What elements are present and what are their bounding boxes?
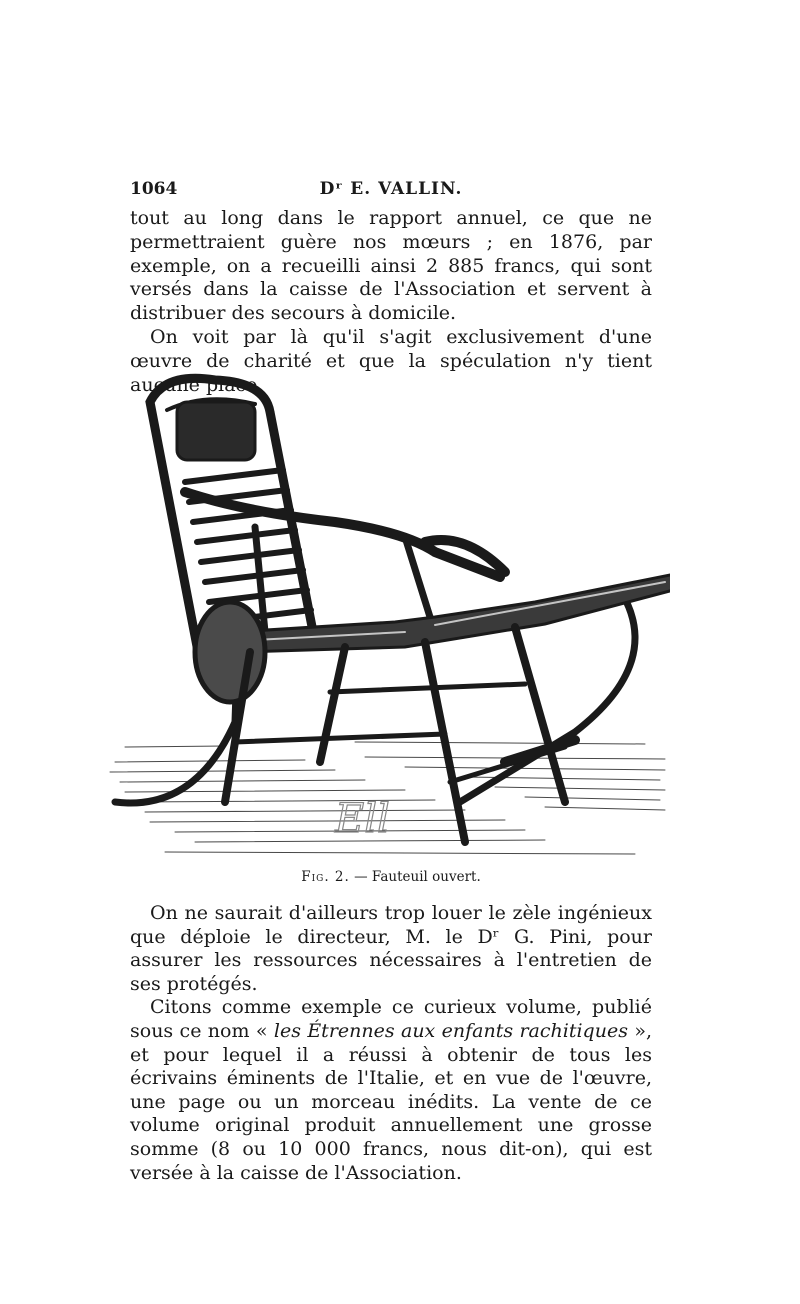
caption-text: Fauteuil ouvert. <box>371 869 481 885</box>
book-title: les Étrennes aux enfants rachitiques <box>273 1019 628 1042</box>
paragraph-continued: tout au long dans le rapport annuel, ce que ne permettraient guère nos mœurs ; en 1876, par exemple, on a recueilli ainsi 2 885 francs, qui sont versés dans la caisse de l'Association et servent à distribuer des secours à domicile. <box>130 207 652 325</box>
figure-label: Fig. 2. <box>301 869 350 885</box>
volume-text-start: Citons comme exemple ce curieux volume, publié sous ce nom « <box>130 996 652 1042</box>
paragraph-charity: On voit par là qu'il s'agit exclusivement d'une œuvre de charité et que la spéculation n'y tient aucune place. <box>130 325 652 396</box>
header-title: Dʳ E. VALLIN. <box>319 179 463 199</box>
chair-engraving <box>105 362 670 860</box>
paragraph-volume <box>130 996 652 1185</box>
running-head <box>130 179 652 205</box>
volume-text-end: », et pour lequel il a réussi à obtenir de tous les écrivains éminents de l'Italie, et en vue de l'œuvre, une page ou un morceau inédits. La vente de ce volume original produit annuellement une grosse somme (8 ou 10 000 francs, nous dit-on), qui est versée à la caisse de l'Association. <box>130 1019 652 1184</box>
body-text-bottom <box>130 902 652 1185</box>
page-number: 1064 <box>130 179 178 199</box>
figure-caption <box>130 869 652 885</box>
wheel <box>195 602 265 702</box>
paragraph-director: On ne saurait d'ailleurs trop louer le zèle ingénieux que déploie le directeur, M. le Dʳ G. Pini, pour assurer les ressources nécessaires à l'entretien de ses protégés. <box>130 902 652 995</box>
head-pad <box>177 402 255 460</box>
engraver-signature: Ell <box>335 796 390 842</box>
caption-dash: — <box>349 869 372 885</box>
chair-illustration <box>105 362 670 860</box>
